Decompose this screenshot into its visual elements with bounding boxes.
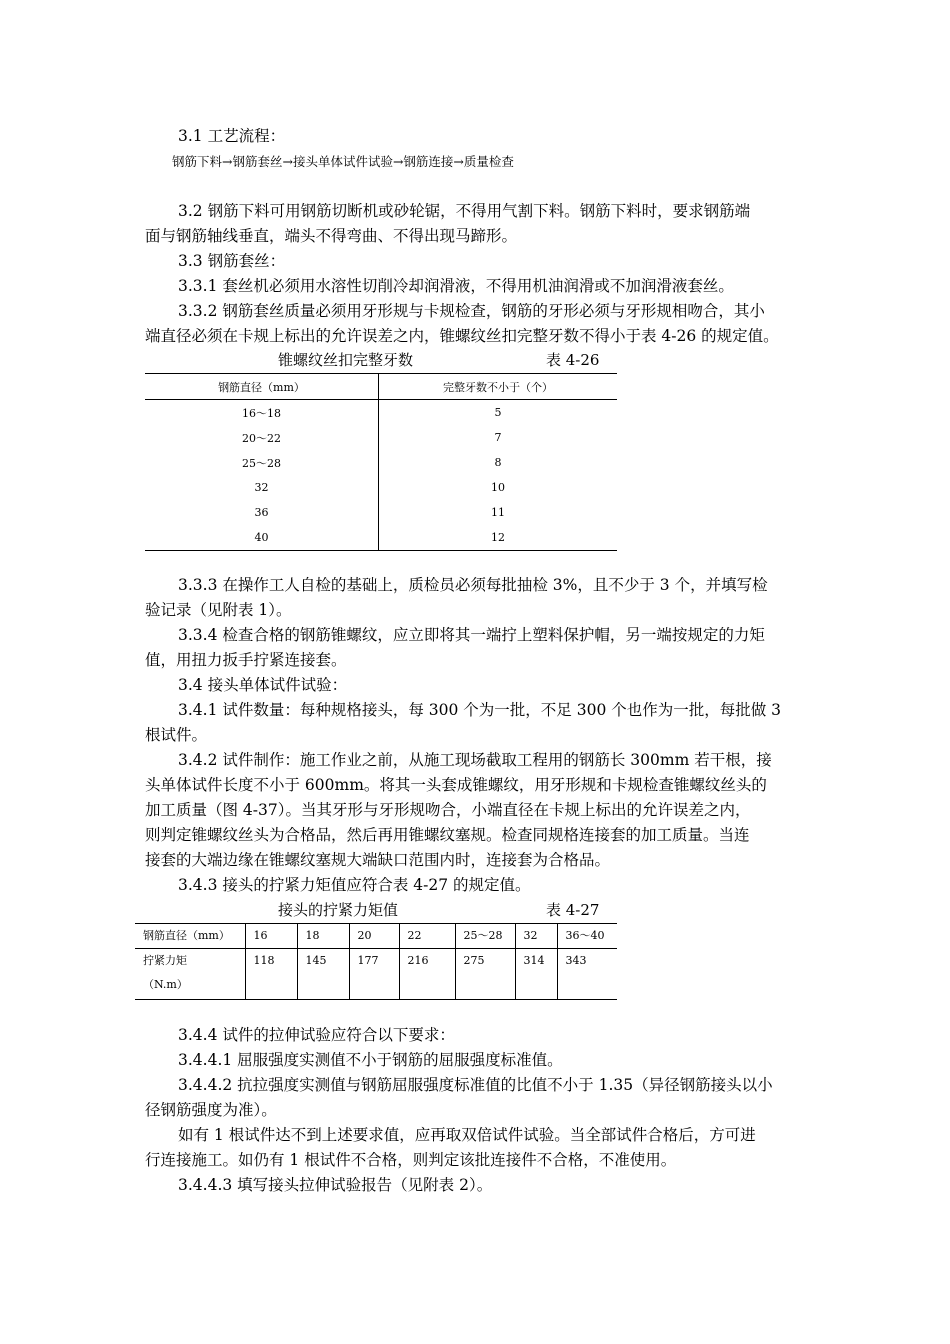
table-row [145,400,617,426]
section-3-4: 3.4 接头单体试件试验： [178,676,348,694]
table-cell: 216 [399,949,455,1000]
table-row [145,500,617,525]
torque-label: 拧紧力矩 [143,954,187,967]
section-3-3-2-line2: 端直径必须在卡规上标出的允许误差之内，锥螺纹丝扣完整牙数不得小于表 4-26 的规定值。 [145,327,779,345]
table-cell: 8 [494,456,502,469]
section-3-2-line2: 面与钢筋轴线垂直，端头不得弯曲、不得出现马蹄形。 [145,227,518,245]
section-3-4-2-line4: 则判定锥螺纹丝头为合格品，然后再用锥螺纹塞规。检查同规格连接套的加工质量。当连 [145,826,750,844]
section-3-4-4-2-line2: 径钢筋强度为准）。 [145,1101,277,1119]
table-cell: 25～28 [455,924,515,949]
table1-title: 锥螺纹丝扣完整牙数 [278,351,414,369]
section-3-1: 3.1 工艺流程： [178,127,286,145]
section-3-3-4-line2: 值，用扭力扳手拧紧连接套。 [145,651,347,669]
retest-line2: 行连接施工。如仍有 1 根试件不合格，则判定该批连接件不合格，不准使用。 [145,1151,677,1169]
table-cell: 118 [245,949,297,1000]
table-cell: 314 [515,949,557,1000]
table-header-row [145,374,617,400]
table-cell: 275 [455,949,515,1000]
table-header-cell: 钢筋直径（mm） [135,924,245,949]
table-cell: 5 [494,406,502,419]
table-cell: 11 [491,506,505,519]
table-4-26 [145,373,617,551]
retest-line1: 如有 1 根试件达不到上述要求值，应再取双倍试件试验。当全部试件合格后，方可进 [178,1126,756,1144]
section-3-4-2-line2: 头单体试件长度不小于 600mm。将其一头套成锥螺纹，用牙形规和卡规检查锥螺纹丝头的 [145,776,767,794]
section-3-4-2-line3: 加工质量（图 4-37）。当其牙形与牙形规吻合，小端直径在卡规上标出的允许误差之内， [145,801,751,819]
table-cell: 20 [349,924,399,949]
table-cell: 10 [491,481,505,494]
section-3-3-3-line1: 3.3.3 在操作工人自检的基础上，质检员必须每批抽检 3%，且不少于 3 个，并填写检 [178,576,768,594]
section-3-3-1: 3.3.1 套丝机必须用水溶性切削冷却润滑液，不得用机油润滑或不加润滑液套丝。 [178,277,734,295]
torque-unit: （N.m） [143,978,188,991]
section-3-4-4-3: 3.4.4.3 填写接头拉伸试验报告（见附表 2）。 [178,1176,493,1194]
section-3-3-4-line1: 3.3.4 检查合格的钢筋锥螺纹，应立即将其一端拧上塑料保护帽，另一端按规定的力矩 [178,626,765,644]
table1-number: 表 4-26 [546,351,600,369]
section-3-4-4-1: 3.4.4.1 屈服强度实测值不小于钢筋的屈服强度标准值。 [178,1051,563,1069]
table-header-cell: 完整牙数不小于（个） [379,374,618,400]
table2-number: 表 4-27 [546,901,600,919]
table-cell: 36 [145,500,379,525]
table2-title: 接头的拧紧力矩值 [278,901,399,919]
section-3-4-1-line1: 3.4.1 试件数量：每种规格接头，每 300 个为一批，不足 300 个也作为一批，每批做 3 [178,701,782,719]
section-3-3: 3.3 钢筋套丝： [178,252,286,270]
section-3-3-3-line2: 验记录（见附表 1）。 [145,601,292,619]
section-3-4-1-line2: 根试件。 [145,726,208,744]
table-cell: 343 [557,949,617,1000]
section-3-4-2-line1: 3.4.2 试件制作：施工作业之前，从施工现场截取工程用的钢筋长 300mm 若干根，接 [178,751,772,769]
table-cell: 16 [245,924,297,949]
section-3-2-line1: 3.2 钢筋下料可用钢筋切断机或砂轮锯，不得用气割下料。钢筋下料时，要求钢筋端 [178,202,751,220]
table-cell: 145 [297,949,349,1000]
table-header-cell [135,949,245,1000]
table-cell: 18 [297,924,349,949]
process-flow: 钢筋下料→钢筋套丝→接头单体试件试验→钢筋连接→质量检查 [172,154,514,169]
table-cell: 36～40 [557,924,617,949]
table-cell: 20～22 [145,425,379,450]
section-3-3-2-line1: 3.3.2 钢筋套丝质量必须用牙形规与卡规检查，钢筋的牙形必须与牙形规相吻合，其小 [178,302,765,320]
table-cell: 32 [145,475,379,500]
table-cell: 177 [349,949,399,1000]
table-cell: 40 [145,525,379,551]
section-3-4-2-line5: 接套的大端边缘在锥螺纹塞规大端缺口范围内时，连接套为合格品。 [145,851,611,869]
table-header-cell: 钢筋直径（mm） [145,374,379,400]
table-cell: 16～18 [145,400,379,426]
table-row [145,450,617,475]
table-cell: 25～28 [145,450,379,475]
section-3-4-4-2-line1: 3.4.4.2 抗拉强度实测值与钢筋屈服强度标准值的比值不小于 1.35（异径钢筋接头以小 [178,1076,773,1094]
table-row [145,425,617,450]
table-row [145,525,617,551]
table-cell: 7 [494,431,502,444]
section-3-4-4: 3.4.4 试件的拉伸试验应符合以下要求： [178,1026,455,1044]
table-cell: 22 [399,924,455,949]
table-cell: 32 [515,924,557,949]
table-row [145,475,617,500]
table-row [135,924,617,949]
section-3-4-3: 3.4.3 接头的拧紧力矩值应符合表 4-27 的规定值。 [178,876,531,894]
table-row [135,949,617,1000]
table-cell: 12 [379,525,618,551]
table-4-27 [135,923,617,1000]
